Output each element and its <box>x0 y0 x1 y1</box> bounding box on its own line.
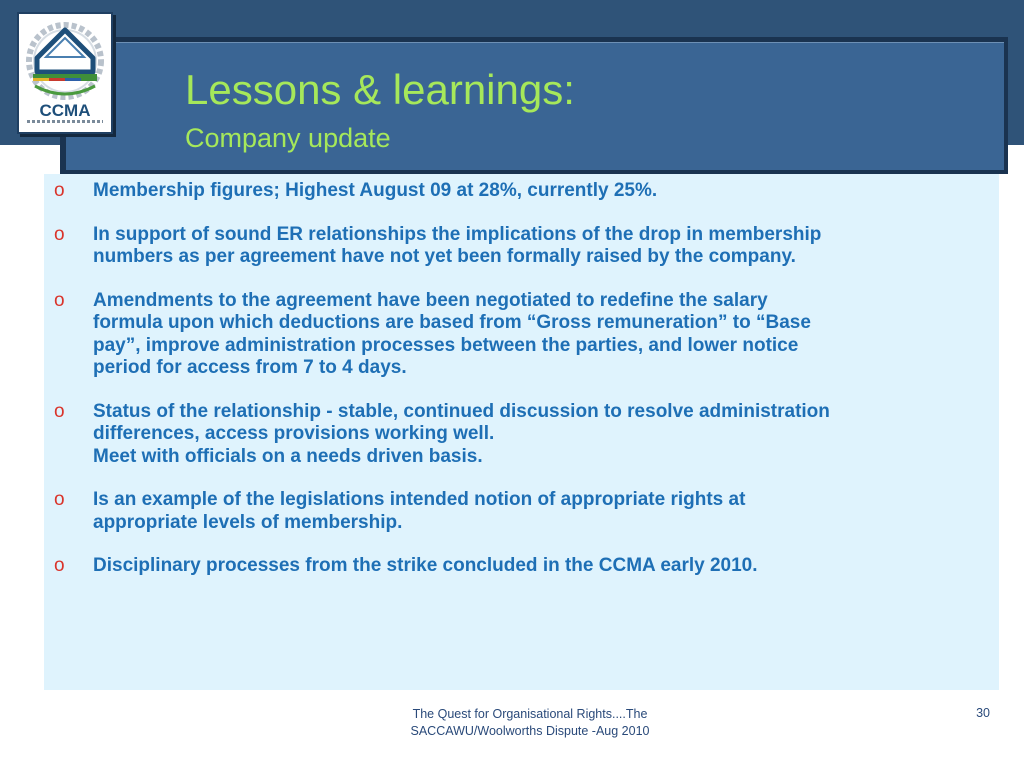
bullet-text-line: differences, access provisions working well. <box>93 423 495 444</box>
bullet-text-line: pay”, improve administration processes between the parties, and lower notice <box>93 334 799 356</box>
page-number: 30 <box>976 706 990 720</box>
bullet-marker-icon: o <box>54 223 65 245</box>
bullet-text-line: formula upon which deductions are based from “Gross remuneration” to “Base <box>93 312 811 333</box>
logo-tagline-decoration <box>27 120 103 123</box>
bullet-item <box>44 290 994 380</box>
bullet-item <box>44 224 994 269</box>
bullet-marker-icon: o <box>54 289 65 311</box>
bullet-text-line: period for access from 7 to 4 days. <box>93 357 407 378</box>
logo-text: CCMA <box>39 101 91 120</box>
bullet-text-line: Status of the relationship - stable, continued discussion to resolve administration <box>93 400 830 422</box>
slide-subtitle: Company update <box>185 123 391 153</box>
bullet-text-line: Disciplinary processes from the strike concluded in the CCMA early 2010. <box>93 555 758 576</box>
footer-line-1: The Quest for Organisational Rights....The <box>412 707 648 721</box>
slide-title: Lessons & learnings: <box>185 66 575 113</box>
ccma-emblem-icon <box>19 14 111 104</box>
bullet-marker-icon: o <box>54 489 65 510</box>
bullet-item <box>44 555 994 578</box>
bullet-marker-icon: o <box>54 180 65 201</box>
bullet-text-line: numbers as per agreement have not yet been formally raised by the company. <box>93 246 796 267</box>
bullet-text-line: appropriate levels of membership. <box>93 511 403 533</box>
bullet-marker-icon: o <box>54 400 65 422</box>
bullet-item <box>44 180 994 203</box>
footer-line-2: SACCAWU/Woolworths Dispute -Aug 2010 <box>410 724 650 738</box>
bullet-item <box>44 401 994 469</box>
bullet-marker-icon: o <box>54 555 65 576</box>
bullet-text-line: Is an example of the legislations intended notion of appropriate rights at <box>93 489 746 510</box>
bullet-text-line: Amendments to the agreement have been negotiated to redefine the salary <box>93 289 768 311</box>
bullet-text-line: Membership figures; Highest August 09 at 28%, currently 25%. <box>93 180 658 201</box>
bullet-text-line: In support of sound ER relationships the implications of the drop in membership <box>93 223 822 245</box>
bullet-text-line: Meet with officials on a needs driven basis. <box>93 445 483 467</box>
bullet-list <box>44 180 994 599</box>
ccma-logo <box>17 12 113 134</box>
bullet-item <box>44 489 994 534</box>
footer-caption <box>380 706 680 740</box>
content-panel <box>44 174 999 690</box>
